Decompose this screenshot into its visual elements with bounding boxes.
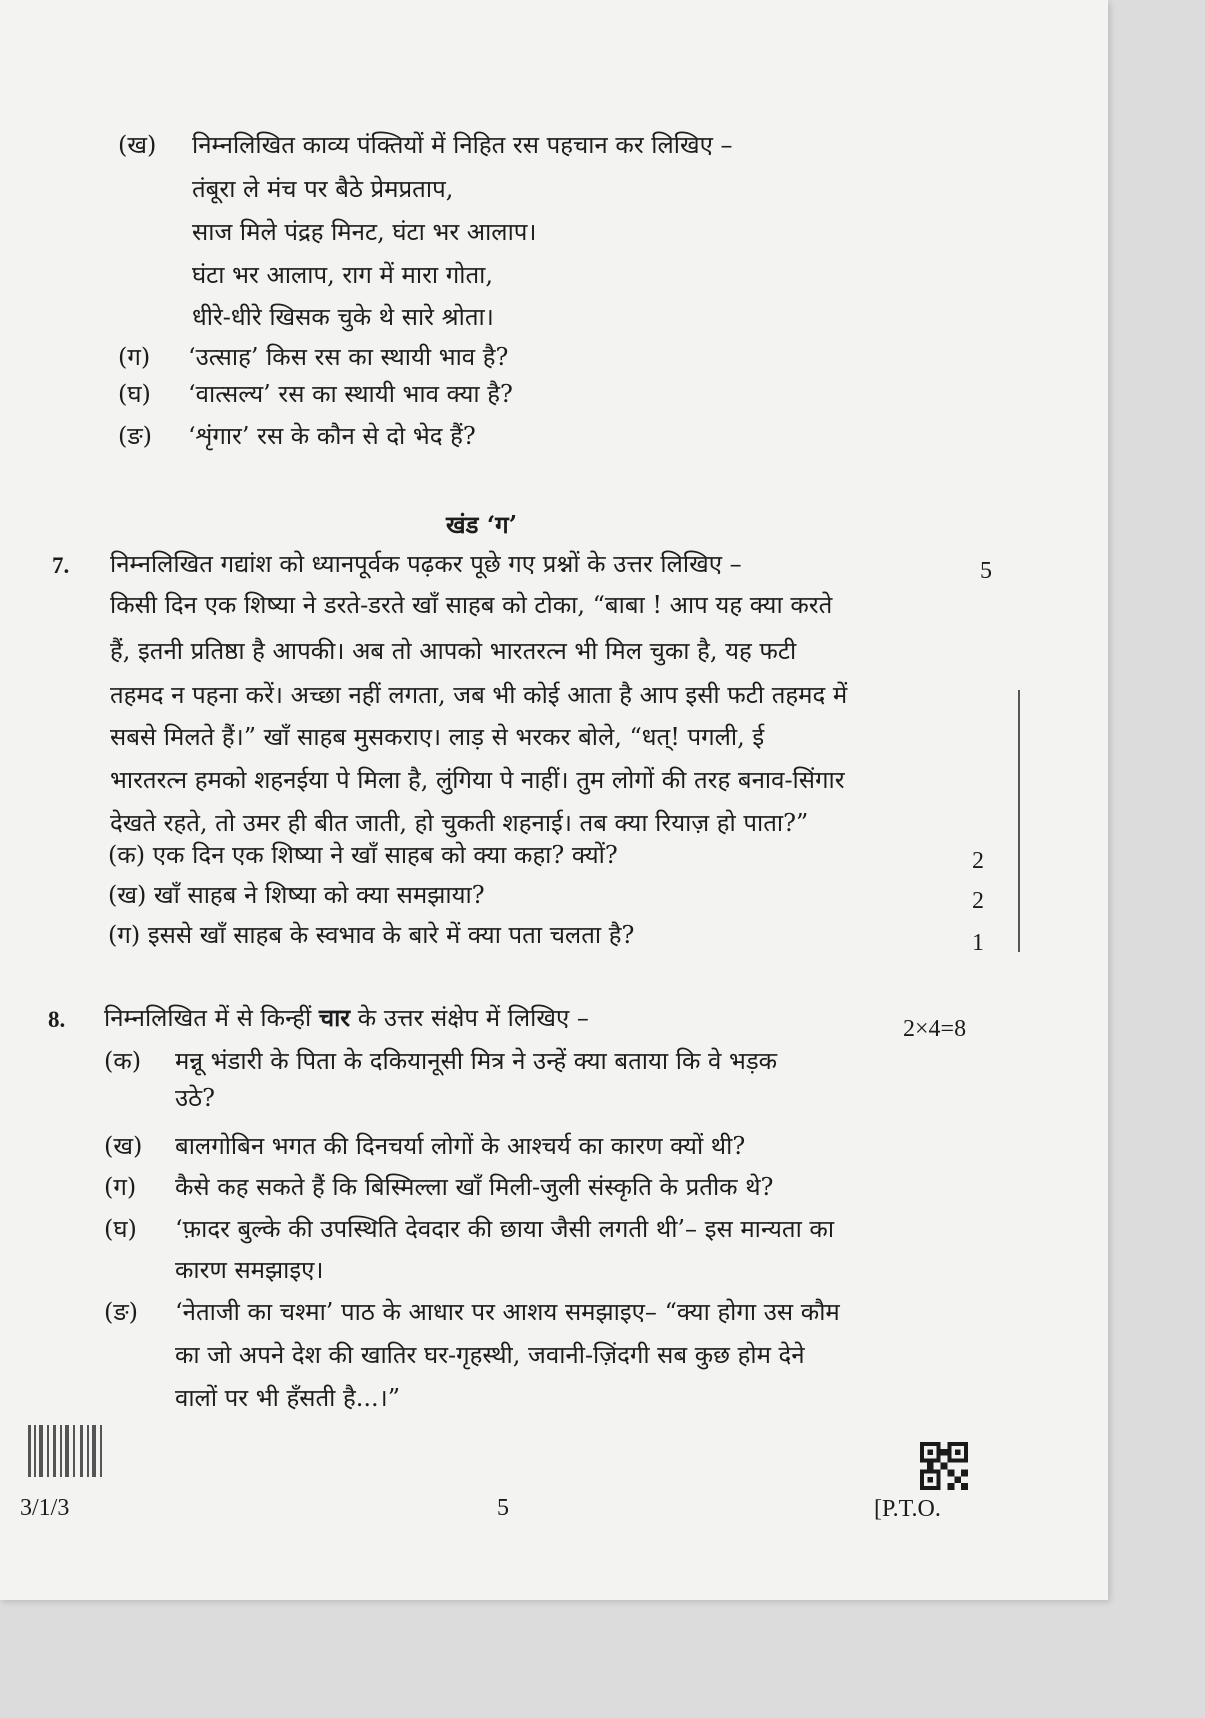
q8-nga-line-2: का जो अपने देश की खातिर घर-गृहस्थी, जवानी-ज़िंदगी सब कुछ होम देने [175, 1341, 805, 1369]
q8-ka-line-2: उठे? [175, 1084, 215, 1112]
q7-sub-ga-marks: 1 [972, 930, 984, 956]
q6-kha-label: (ख) [118, 131, 157, 159]
q7-number: 7. [52, 553, 70, 578]
q8-nga-line-3: वालों पर भी हँसती है...।” [175, 1384, 400, 1412]
pto-label: [P.T.O. [874, 1496, 941, 1522]
poem-line-1: तंबूरा ले मंच पर बैठे प्रेमप्रताप, [192, 175, 454, 203]
q8-nga-label: (ङ) [104, 1298, 139, 1326]
q7-sub-ga: (ग) इससे खाँ साहब के स्वभाव के बारे में क्या पता चलता है? [108, 921, 635, 949]
barcode-icon [28, 1425, 123, 1477]
q6-nga-label: (ङ) [118, 422, 153, 450]
q8-kha-line-1: बालगोबिन भगत की दिनचर्या लोगों के आश्चर्य का कारण क्यों थी? [175, 1132, 746, 1160]
section-heading: खंड ‘ग’ [446, 510, 518, 539]
q8-ka-label: (क) [104, 1047, 142, 1075]
q8-instruction-post: के उत्तर संक्षेप में लिखिए – [350, 1004, 589, 1032]
q7-marks: 5 [980, 558, 992, 584]
poem-line-3: घंटा भर आलाप, राग में मारा गोता, [192, 261, 493, 289]
q8-ga-line-1: कैसे कह सकते हैं कि बिस्मिल्ला खाँ मिली-जुली संस्कृति के प्रतीक थे? [175, 1173, 774, 1201]
q8-instruction-pre: निम्नलिखित में से किन्हीं [104, 1004, 319, 1032]
paper-code: 3/1/3 [20, 1495, 70, 1521]
q6-kha-text: निम्नलिखित काव्य पंक्तियों में निहित रस पहचान कर लिखिए – [192, 131, 733, 159]
passage-line-5: भारतरत्न हमको शहनईया पे मिला है, लुंगिया पे नाहीं। तुम लोगों की तरह बनाव-सिंगार [110, 766, 845, 794]
q8-instruction [104, 1003, 589, 1033]
q8-number: 8. [48, 1007, 66, 1032]
passage-line-3: तहमद न पहना करें। अच्छा नहीं लगता, जब भी कोई आता है आप इसी फटी तहमद में [110, 681, 848, 709]
q8-instruction-bold: चार [318, 1003, 351, 1032]
q8-ga-label: (ग) [104, 1173, 137, 1201]
q7-instruction: निम्नलिखित गद्यांश को ध्यानपूर्वक पढ़कर पूछे गए प्रश्नों के उत्तर लिखिए – [110, 550, 742, 578]
poem-line-4: धीरे-धीरे खिसक चुके थे सारे श्रोता। [192, 303, 494, 331]
q7-sub-kha-marks: 2 [972, 888, 984, 914]
q7-sub-ka-marks: 2 [972, 848, 984, 874]
passage-line-1: किसी दिन एक शिष्या ने डरते-डरते खाँ साहब को टोका, “बाबा ! आप यह क्या करते [110, 591, 833, 619]
q8-gha-line-1: ‘फ़ादर बुल्के की उपस्थिति देवदार की छाया जैसी लगती थी’– इस मान्यता का [175, 1215, 835, 1243]
page-number: 5 [497, 1495, 509, 1521]
passage-line-6: देखते रहते, तो उमर ही बीत जाती, हो चुकती शहनाई। तब क्या रियाज़ हो पाता?” [110, 809, 809, 837]
q8-kha-label: (ख) [104, 1132, 143, 1160]
q6-gha-text: ‘वात्सल्य’ रस का स्थायी भाव क्या है? [188, 380, 513, 408]
qr-code-icon [920, 1442, 968, 1490]
q8-gha-line-2: कारण समझाइए। [175, 1256, 324, 1284]
margin-line [1018, 690, 1020, 952]
q8-ka-line-1: मन्नू भंडारी के पिता के दकियानूसी मित्र ने उन्हें क्या बताया कि वे भड़क [175, 1047, 778, 1075]
q7-sub-ka: (क) एक दिन एक शिष्या ने खाँ साहब को क्या कहा? क्यों? [108, 841, 618, 869]
q8-gha-label: (घ) [104, 1215, 137, 1243]
q6-nga-text: ‘शृंगार’ रस के कौन से दो भेद हैं? [188, 422, 476, 450]
q8-marks: 2×4=8 [903, 1016, 967, 1042]
q8-nga-line-1: ‘नेताजी का चश्मा’ पाठ के आधार पर आशय समझाइए– “क्या होगा उस कौम [175, 1298, 840, 1326]
q6-ga-label: (ग) [118, 343, 151, 371]
passage-line-4: सबसे मिलते हैं।” खाँ साहब मुसकराए। लाड़ से भरकर बोले, “धत्! पगली, ई [110, 723, 765, 751]
q6-ga-text: ‘उत्साह’ किस रस का स्थायी भाव है? [188, 343, 509, 371]
q6-gha-label: (घ) [118, 380, 151, 408]
passage-line-2: हैं, इतनी प्रतिष्ठा है आपकी। अब तो आपको भारतरत्न भी मिल चुका है, यह फटी [110, 637, 797, 665]
q7-sub-kha: (ख) खाँ साहब ने शिष्या को क्या समझाया? [108, 881, 485, 909]
poem-line-2: साज मिले पंद्रह मिनट, घंटा भर आलाप। [192, 218, 537, 246]
